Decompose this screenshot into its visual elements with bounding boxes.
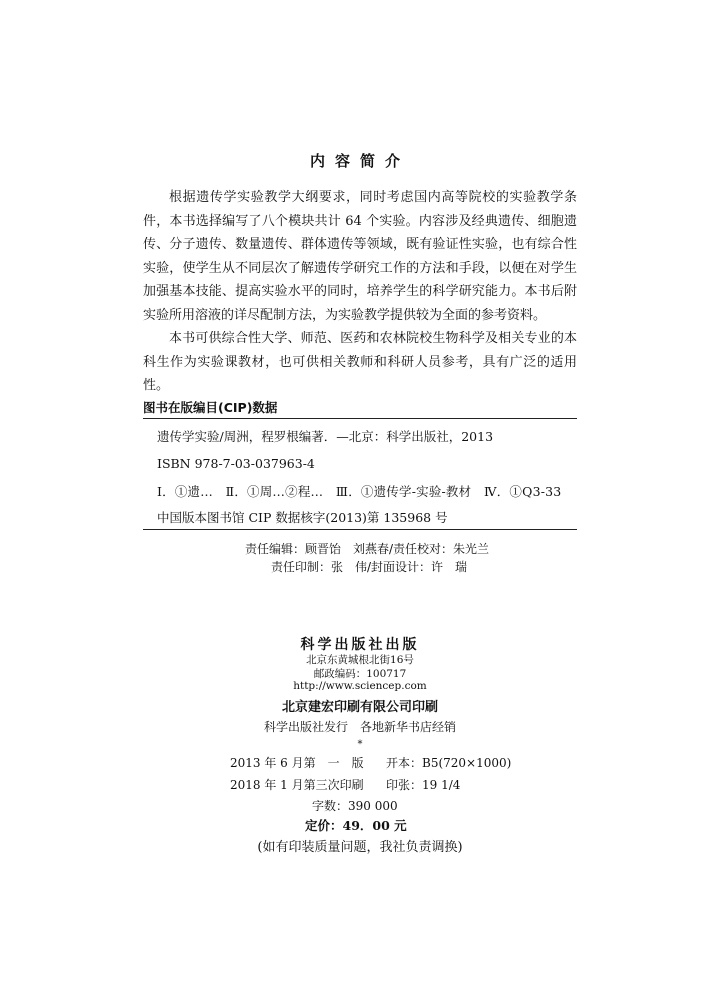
- production-credits: 责任印制：张 伟/封面设计：许 瑞: [271, 560, 468, 574]
- distribution-line: 科学出版社发行 各地新华书店经销: [263, 720, 456, 734]
- summary-body: [143, 186, 577, 398]
- cip-top-rule: [143, 418, 577, 419]
- cip-isbn-line: ISBN 978-7-03-037963-4: [157, 456, 315, 471]
- edition-row: [230, 754, 512, 771]
- cip-bottom-rule: [143, 529, 577, 530]
- publisher-line: 科学出版社出版: [300, 637, 420, 653]
- separator-star: *: [357, 739, 363, 750]
- edition-text: 2013 年 6 月第 一 版: [230, 756, 364, 770]
- editor-credits: 责任编辑：顾晋饴 刘燕春/责任校对：朱光兰: [245, 542, 490, 556]
- quality-note: (如有印装质量问题，我社负责调换): [257, 840, 463, 855]
- publisher-postcode: 邮政编码：100717: [313, 668, 407, 680]
- summary-paragraph-2: 本书可供综合性大学、师范、医药和农林院校生物科学及相关专业的本科生作为实验课教材，也可供相关教师和科研人员参考，具有广泛的适用性。: [143, 331, 577, 393]
- publisher-address: 北京东黄城根北街16号: [306, 654, 414, 666]
- format-text: 开本：B5(720×1000): [386, 756, 512, 770]
- cip-title: 图书在版编目(CIP)数据: [143, 400, 278, 415]
- word-count: 字数：390 000: [312, 799, 398, 813]
- cip-index-line: Ⅰ．①遗… Ⅱ．①周…②程… Ⅲ．①遗传学-实验-教材 Ⅳ．①Q3-33: [157, 484, 562, 499]
- sheets-text: 印张：19 1/4: [386, 778, 461, 792]
- cip-record-line: 中国版本图书馆 CIP 数据核字(2013)第 135968 号: [157, 510, 448, 525]
- price: 定价：49．00 元: [305, 818, 407, 833]
- printing-text: 2018 年 1 月第三次印刷: [230, 778, 364, 792]
- summary-paragraph-1: 根据遗传学实验教学大纲要求，同时考虑国内高等院校的实验教学条件，本书选择编写了八个模块共计 64 个实验。内容涉及经典遗传、细胞遗传、分子遗传、数量遗传、群体遗传等领域，既有验证性实验，也有综合性实验，使学生从不同层次了解遗传学研究工作的方法和手段，以便在对学生加强基本技能、提高实验水平的同时，培养学生的科学研究能力。本书后附实验所用溶液的详尽配制方法，为实验教学提供较为全面的参考资料。: [143, 190, 577, 323]
- printer-line: 北京建宏印刷有限公司印刷: [281, 700, 438, 715]
- cip-entry-line: 遗传学实验/周洲，程罗根编著．—北京：科学出版社，2013: [157, 429, 494, 444]
- printing-row: [230, 776, 461, 793]
- summary-title: 内容简介: [309, 152, 410, 170]
- publisher-url: http://www.sciencep.com: [293, 680, 427, 692]
